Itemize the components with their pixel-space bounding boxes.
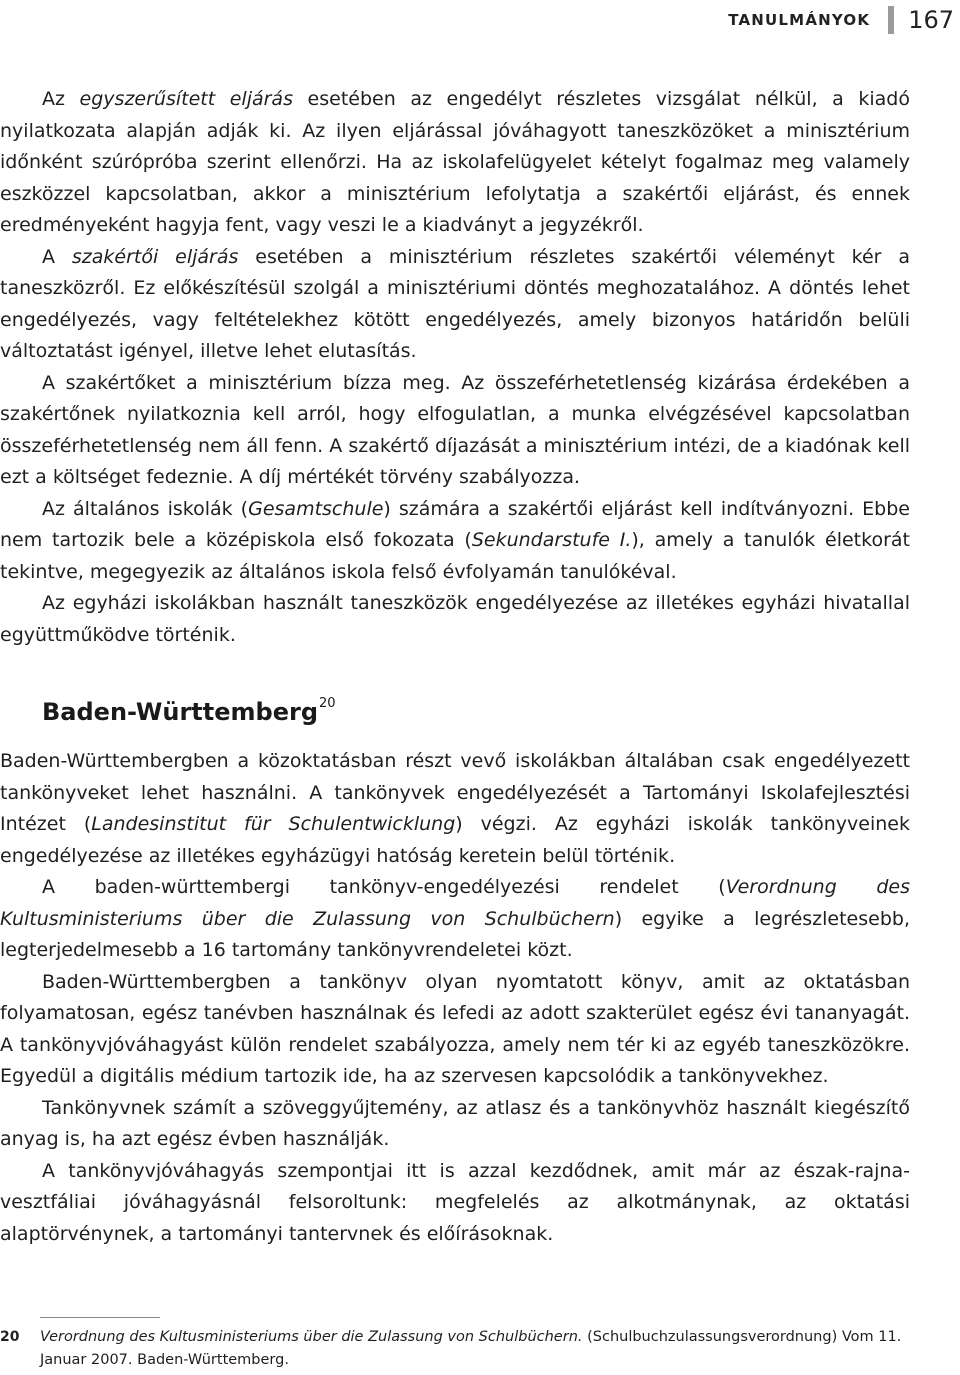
paragraph: Baden-Württembergben a közoktatásban részt vevő iskolákban általában csak engedélyezett tankönyveket lehet használni. A tankönyvek engedélyezését a Tartományi Iskolafejlesztési Intézet (Landesinstitut für Schulentwicklung) végzi. Az egyházi iskolák tankönyveinek engedélyezése az illetékes egyházügyi hatóság keretein belül történik.	[0, 750, 910, 867]
footnote-text: Verordnung des Kultusministeriums über die Zulassung von Schulbüchern. (Schulbuchzulassungsverordnung) Vom 11. Januar 2007. Baden-Württemberg.	[40, 1329, 902, 1368]
footnote	[0, 1326, 910, 1372]
footnote-divider	[40, 1317, 160, 1318]
paragraph: Az általános iskolák (Gesamtschule) számára a szakértői eljárást kell indítványozni. Ebbe nem tartozik bele a középiskola első fokozata (Sekundarstufe I.), amely a tanulók életkorát tekintve, megegyezik az általános iskola felső évfolyamán tanulókéval.	[0, 497, 910, 583]
paragraph: A tankönyvjóváhagyás szempontjai itt is azzal kezdődnek, amit már az észak-rajna-vesztfáliai jóváhagyásnál felsoroltunk: megfelelés az alkotmánynak, az oktatási alaptörvénynek, a tartományi tantervnek és előírásoknak.	[0, 1159, 910, 1245]
paragraph: A szakértői eljárás esetében a minisztérium részletes szakértői véleményt kér a taneszközről. Ez előkészítésül szolgál a minisztériumi döntés meghozatalához. A döntés lehet engedélyezés, vagy feltételekhez kötött engedélyezés, amely bizonyos határidőn belüli változtatást igényel, illetve lehet elutasítás.	[0, 245, 911, 362]
paragraph: Baden-Württembergben a tankönyv olyan nyomtatott könyv, amit az oktatásban folyamatosan, egész tanévben használnak és lefedi az adott szakterület egész évi tananyagát. A tankönyvjóváhagyást külön rendelet szabályozza, amely nem tér ki az egyéb taneszközökre. Egyedül a digitális médium tartozik ide, ha az szervesen kapcsolódik a tankönyvekhez.	[0, 970, 910, 1087]
header-separator	[888, 6, 894, 34]
body-text-top	[0, 84, 910, 651]
paragraph: Az egyszerűsített eljárás esetében az engedélyt részletes vizsgálat nélkül, a kiadó nyilatkozata alapján adják ki. Az ilyen eljárással jóváhagyott taneszközöket a minisztérium időnként szúrópróba szerint ellenőrzi. Ha az iskolafelügyelet kételyt fogalmaz meg valamely eszközzel kapcsolatban, akkor a minisztérium lefolytatja a szakértői eljárást, és ennek eredményeként hagyja fent, vagy veszi le a kiadványt a jegyzékről.	[0, 88, 910, 236]
paragraph: A szakértőket a minisztérium bízza meg. Az összeférhetetlenség kizárása érdekében a szakértőnek nyilatkoznia kell arról, hogy elfogulatlan, a munka elvégzésével kapcsolatban összeférhetetlenség nem áll fenn. A szakértő díjazását a minisztérium intézi, de a kiadónak kell ezt a költséget fedeznie. A díj mértékét törvény szabályozza.	[0, 371, 910, 488]
page-number: 167	[908, 6, 954, 34]
section-label: TANULMÁNYOK	[728, 11, 871, 29]
paragraph: Tankönyvnek számít a szöveggyűjtemény, az atlasz és a tankönyvhöz használt kiegészítő anyag is, ha azt egész évben használják.	[0, 1096, 910, 1150]
footnote-number: 20	[0, 1329, 20, 1345]
footnote-reference[interactable]: 20	[319, 696, 336, 711]
paragraph: A baden-württembergi tankönyv-engedélyezési rendelet (Verordnung des Kultusministeriums über die Zulassung von Schulbüchern) egyike a legrészletesebb, legterjedelmesebb a 16 tartomány tankönyvrendeletei közt.	[0, 876, 911, 961]
body-text-bottom	[0, 746, 910, 1250]
paragraph: Az egyházi iskolákban használt taneszközök engedélyezése az illetékes egyházi hivatallal együttműködve történik.	[0, 592, 910, 646]
running-head	[728, 6, 960, 34]
section-heading: Baden-Württemberg$^{20}$	[42, 696, 336, 726]
